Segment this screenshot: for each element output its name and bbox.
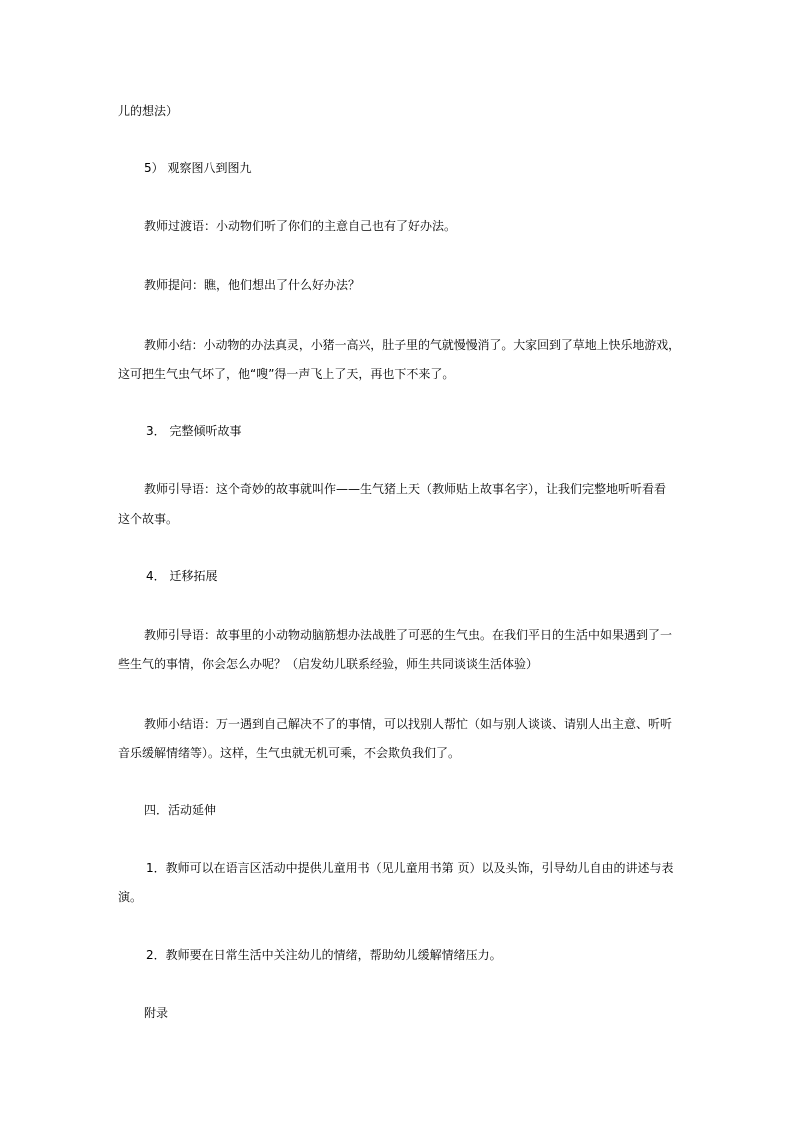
text-line-9: 这个故事。 bbox=[118, 512, 179, 526]
text-line-14: 音乐缓解情绪等）。这样，生气虫就无机可乘，不会欺负我们了。 bbox=[118, 746, 461, 760]
text-line-6: 这可把生气虫气坏了，他“嗖”得一声飞上了天，再也下不来了。 bbox=[118, 367, 455, 381]
text-line-13: 教师小结语：万一遇到自己解决不了的事情，可以找别人帮忙（如与别人谈谈、请别人出主意、听听 bbox=[144, 717, 673, 731]
text-line-5: 教师小结：小动物的办法真灵，小猪一高兴，肚子里的气就慢慢消了。大家回到了草地上快乐地游戏， bbox=[144, 338, 680, 352]
text-line-8: 教师引导语：这个奇妙的故事就叫作——生气猪上天（教师贴上故事名字），让我们完整地听听看看 bbox=[144, 482, 667, 496]
text-line-12: 些生气的事情，你会怎么办呢？（启发幼儿联系经验，师生共同谈谈生活体验） bbox=[118, 657, 539, 671]
text-line-11: 教师引导语：故事里的小动物动脑筋想办法战胜了可恶的生气虫。在我们平日的生活中如果遇到了一 bbox=[144, 628, 673, 642]
text-line-10: 4． 迁移拓展 bbox=[146, 569, 218, 583]
text-line-2: 5） 观察图八到图九 bbox=[144, 161, 252, 175]
text-line-15: 四．活动延伸 bbox=[144, 803, 217, 817]
text-line-17: 演。 bbox=[118, 890, 143, 904]
text-line-3: 教师过渡语：小动物们听了你们的主意自己也有了好办法。 bbox=[144, 219, 457, 233]
text-line-18: 2．教师要在日常生活中关注幼儿的情绪，帮助幼儿缓解情绪压力。 bbox=[146, 948, 502, 962]
text-line-19: 附录 bbox=[144, 1006, 169, 1020]
text-line-1: 儿的想法） bbox=[118, 104, 179, 118]
text-line-4: 教师提问：瞧，他们想出了什么好办法？ bbox=[144, 278, 361, 292]
text-line-16: 1．教师可以在语言区活动中提供儿童用书（见儿童用书第 页）以及头饰，引导幼儿自由的讲述与表 bbox=[146, 861, 674, 875]
text-line-7: 3． 完整倾听故事 bbox=[146, 424, 242, 438]
